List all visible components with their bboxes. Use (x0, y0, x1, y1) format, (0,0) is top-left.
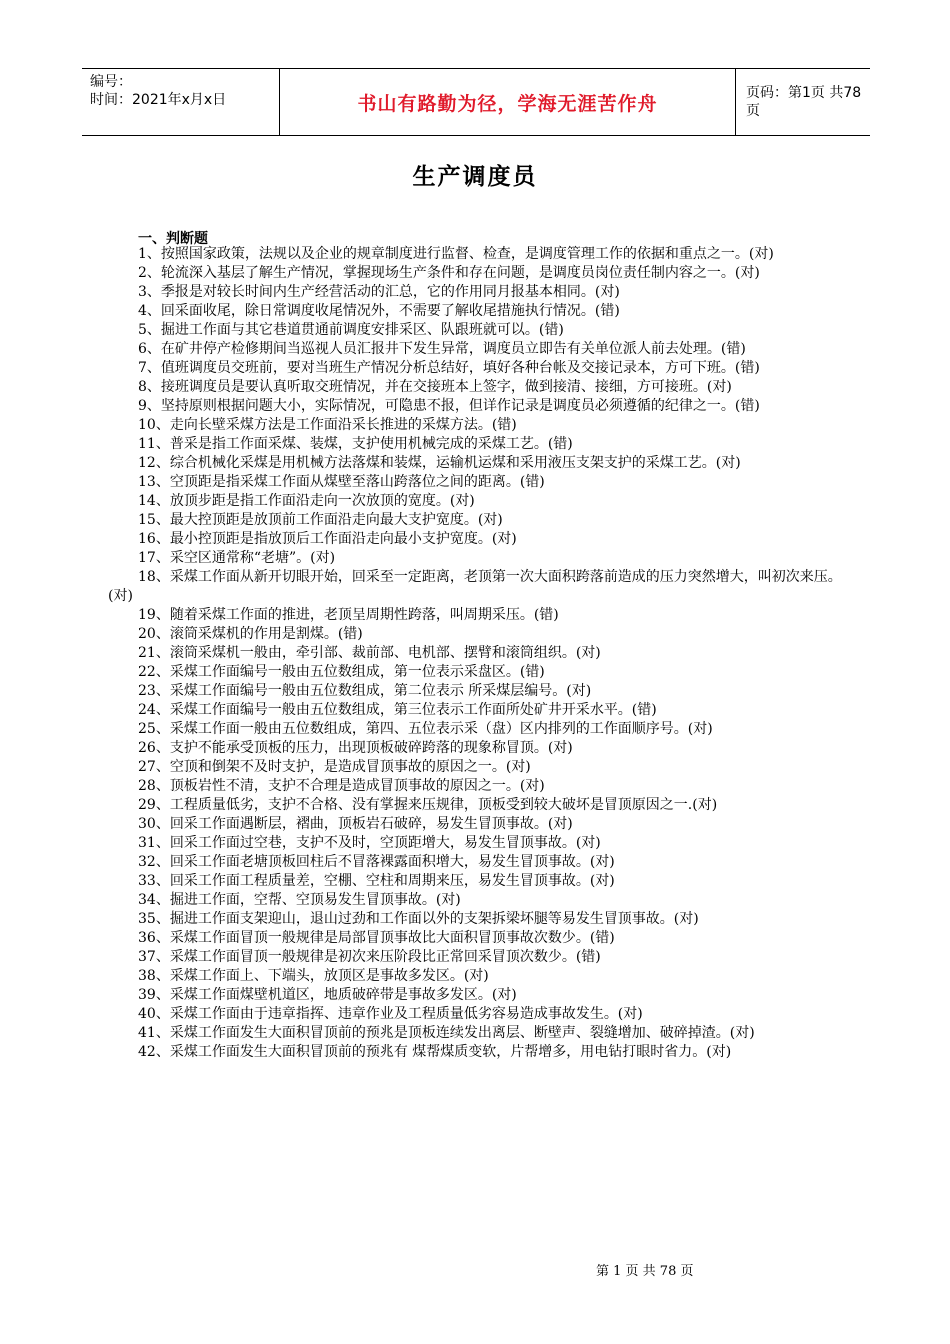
document-date: 时间：2021年x月x日 (90, 92, 227, 108)
section-title: 一、判断题 (138, 231, 208, 247)
question-item: 9、坚持原则根据问题大小，实际情况，可隐患不报，但详作记录是调度员必须遵循的纪律之一。(错) (138, 398, 760, 414)
question-item: 32、回采工作面老塘顶板回柱后不冒落裸露面积增大，易发生冒顶事故。(对) (138, 854, 615, 870)
question-item: 16、最小控顶距是指放顶后工作面沿走向最小支护宽度。(对) (138, 531, 517, 547)
document-number: 编号： (90, 74, 132, 90)
question-item: 5、掘进工作面与其它巷道贯通前调度安排采区、队跟班就可以。(错) (138, 322, 564, 338)
question-item: 33、回采工作面工程质量差，空棚、空柱和周期来压，易发生冒顶事故。(对) (138, 873, 615, 889)
question-item: 6、在矿井停产检修期间当巡视人员汇报井下发生异常，调度员立即告有关单位派人前去处理。(错) (138, 341, 746, 357)
question-item: 19、随着采煤工作面的推进，老顶呈周期性跨落，叫周期采压。(错) (138, 607, 559, 623)
question-item: 38、采煤工作面上、下端头，放顶区是事故多发区。(对) (138, 968, 489, 984)
question-item: 37、采煤工作面冒顶一般规律是初次来压阶段比正常回采冒顶次数少。(错) (138, 949, 601, 965)
question-item: 15、最大控顶距是放顶前工作面沿走向最大支护宽度。(对) (138, 512, 503, 528)
question-item: 31、回采工作面过空巷，支护不及时，空顶距增大，易发生冒顶事故。(对) (138, 835, 601, 851)
question-item: 42、采煤工作面发生大面积冒顶前的预兆有 煤帮煤质变软，片帮增多，用电钻打眼时省力。(对) (138, 1044, 732, 1060)
question-item: 40、采煤工作面由于违章指挥、违章作业及工程质量低劣容易造成事故发生。(对) (138, 1006, 643, 1022)
question-item: 41、采煤工作面发生大面积冒顶前的预兆是顶板连续发出离层、断壁声、裂缝增加、破碎掉渣。(对) (138, 1025, 755, 1041)
question-item: 12、综合机械化采煤是用机械方法落煤和装煤，运输机运煤和采用液压支架支护的采煤工艺。(对) (138, 455, 741, 471)
question-item: 3、季报是对较长时间内生产经营活动的汇总，它的作用同月报基本相同。(对) (138, 284, 620, 300)
page-footer: 第 1 页 共 78 页 (596, 1264, 694, 1279)
question-item: 30、回采工作面遇断层，褶曲，顶板岩石破碎，易发生冒顶事故。(对) (138, 816, 573, 832)
header-meta-cell (82, 69, 280, 135)
question-item: 39、采煤工作面煤壁机道区，地质破碎带是事故多发区。(对) (138, 987, 517, 1003)
question-item: 34、掘进工作面，空帮、空顶易发生冒顶事故。(对) (138, 892, 461, 908)
question-item: 7、值班调度员交班前，要对当班生产情况分析总结好，填好各种台帐及交接记录本，方可下班。(错) (138, 360, 760, 376)
question-item: 27、空顶和倒架不及时支护，是造成冒顶事故的原因之一。(对) (138, 759, 531, 775)
question-item: 17、采空区通常称“老塘”。(对) (138, 550, 336, 566)
motto-text: 书山有路勤为径，学海无涯苦作舟 (357, 92, 658, 115)
header-motto-cell (280, 69, 736, 135)
question-item: 21、滚筒采煤机一般由，牵引部、裁前部、电机部、摆臂和滚筒组织。(对) (138, 645, 601, 661)
question-item: 29、工程质量低劣，支护不合格、没有掌握来压规律，顶板受到较大破坏是冒顶原因之一.(对) (138, 797, 718, 813)
question-item: 18、采煤工作面从新开切眼开始，回采至一定距离，老顶第一次大面积跨落前造成的压力突然增大，叫初次来压。(对) (108, 569, 842, 604)
question-item: 23、采煤工作面编号一般由五位数组成，第二位表示 所采煤层编号。(对) (138, 683, 592, 699)
question-item: 26、支护不能承受顶板的压力，出现顶板破碎跨落的现象称冒顶。(对) (138, 740, 573, 756)
question-item: 35、掘进工作面支架迎山，退山过劲和工作面以外的支架拆梁坏腿等易发生冒顶事故。(对) (138, 911, 699, 927)
question-item: 22、采煤工作面编号一般由五位数组成，第一位表示采盘区。(错) (138, 664, 545, 680)
question-item: 8、接班调度员是要认真听取交班情况，并在交接班本上签字，做到接清、接细，方可接班。(对) (138, 379, 732, 395)
question-list (108, 245, 848, 1062)
question-item: 1、按照国家政策，法规以及企业的规章制度进行监督、检查，是调度管理工作的依据和重点之一。(对) (138, 246, 774, 262)
page-title: 生产调度员 (412, 164, 538, 190)
question-item: 13、空顶距是指采煤工作面从煤壁至落山跨落位之间的距离。(错) (138, 474, 545, 490)
header-page-cell (736, 69, 870, 135)
question-item: 20、滚筒采煤机的作用是割煤。(错) (138, 626, 363, 642)
question-item: 2、轮流深入基层了解生产情况，掌握现场生产条件和存在问题，是调度员岗位责任制内容之一。(对) (138, 265, 760, 281)
question-item: 36、采煤工作面冒顶一般规律是局部冒顶事故比大面积冒顶事故次数少。(错) (138, 930, 615, 946)
page-info: 页码：第1页 共78页 (746, 85, 862, 119)
question-item: 25、采煤工作面一般由五位数组成，第四、五位表示采（盘）区内排列的工作面顺序号。(对) (138, 721, 713, 737)
document-header (82, 68, 870, 136)
question-item: 11、普采是指工作面采煤、装煤，支护使用机械完成的采煤工艺。(错) (138, 436, 573, 452)
question-item: 24、采煤工作面编号一般由五位数组成，第三位表示工作面所处矿井开采水平。(错) (138, 702, 657, 718)
question-item: 14、放顶步距是指工作面沿走向一次放顶的宽度。(对) (138, 493, 475, 509)
question-item: 28、顶板岩性不清，支护不合理是造成冒顶事故的原因之一。(对) (138, 778, 545, 794)
question-item: 10、走向长壁采煤方法是工作面沿采长推进的采煤方法。(错) (138, 417, 517, 433)
question-item: 4、回采面收尾，除日常调度收尾情况外，不需要了解收尾措施执行情况。(错) (138, 303, 620, 319)
